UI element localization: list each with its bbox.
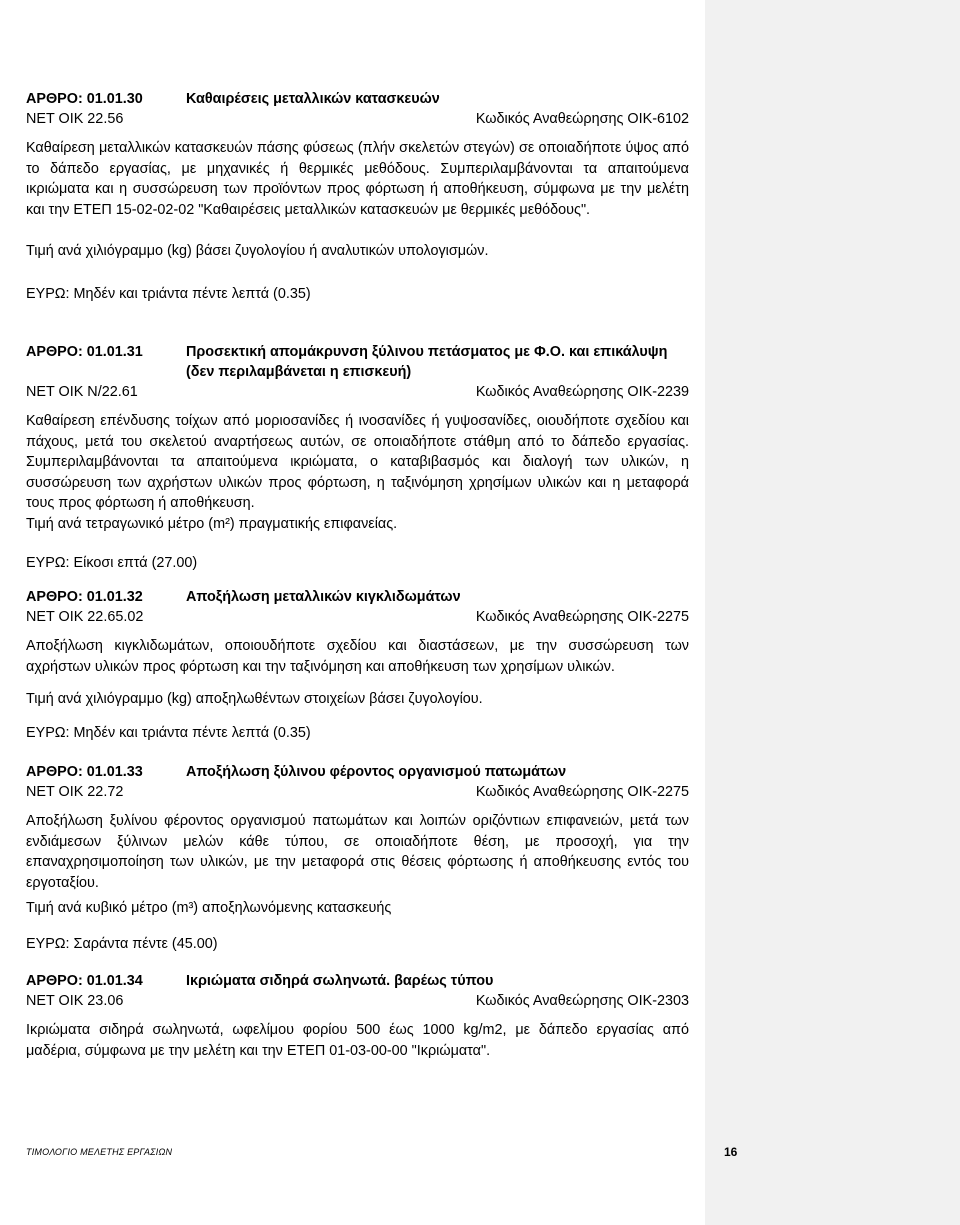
price-text: ΕΥΡΩ: Μηδέν και τριάντα πέντε λεπτά (0.35) [26,725,311,741]
article-title: Καθαιρέσεις μεταλλικών κατασκευών [186,91,440,107]
article-description: Ικριώματα σιδηρά σωληνωτά, ωφελίμου φορίου 500 έως 1000 kg/m2, με δάπεδο εργασίας από μαδέρια, σύμφωνα με την μελέτη και την ΕΤΕΠ 01-03-00-00 "Ικριώματα". [26,1022,689,1059]
article-code: ΑΡΘΡΟ: 01.01.31 [26,344,143,360]
revision-code: Κωδικός Αναθεώρησης ΟΙΚ-6102 [475,111,689,127]
footer-document-title: ΤΙΜΟΛΟΓΙΟ ΜΕΛΕΤΗΣ ΕΡΓΑΣΙΩΝ [26,1147,173,1157]
article-title: Αποξήλωση μεταλλικών κιγκλιδωμάτων [186,589,461,605]
article-title: Αποξήλωση ξύλινου φέροντος οργανισμού πατωμάτων [186,764,567,780]
right-margin-panel [705,0,960,1225]
revision-code: Κωδικός Αναθεώρησης ΟΙΚ-2275 [475,609,689,625]
article-01-01-30 [26,89,689,220]
article-title: Προσεκτική απομάκρυνση ξύλινου πετάσματος με Φ.Ο. και επικάλυψη (δεν περιλαμβάνεται η επισκευή) [186,344,668,380]
unit-text: Τιμή ανά χιλιόγραμμο (kg) βάσει ζυγολογίου ή αναλυτικών υπολογισμών. [26,243,489,259]
article-code: ΑΡΘΡΟ: 01.01.33 [26,764,143,780]
revision-code: Κωδικός Αναθεώρησης ΟΙΚ-2275 [475,784,689,800]
article-01-01-33 [26,762,689,893]
article-01-01-32 [26,587,689,677]
page-number: 16 [724,1145,738,1159]
article-01-01-31 [26,342,689,514]
net-code: ΝΕΤ ΟΙΚ 22.65.02 [26,609,144,625]
article-01-01-34 [26,971,689,1061]
price-text: ΕΥΡΩ: Είκοσι επτά (27.00) [26,555,198,571]
unit-text: Τιμή ανά κυβικό μέτρο (m³) αποξηλωνόμενης κατασκευής [26,900,392,916]
price-text: ΕΥΡΩ: Μηδέν και τριάντα πέντε λεπτά (0.35) [26,286,311,302]
revision-code: Κωδικός Αναθεώρησης ΟΙΚ-2303 [475,993,689,1009]
article-description: Αποξήλωση ξυλίνου φέροντος οργανισμού πατωμάτων και λοιπών οριζόντιων επιφανειών, μετά των ενδιάμεσων ξύλινων μελών κάθε τύπου, σε οποιαδήποτε θέση, με προσοχή, για την επαναχρησιμοποίηση των υλικών, με την μεταφορά στις θέσεις φόρτωσης ή αποθήκευσης εντός του εργοταξίου. [26,813,689,891]
article-code: ΑΡΘΡΟ: 01.01.30 [26,91,143,107]
unit-text: Τιμή ανά τετραγωνικό μέτρο (m²) πραγματικής επιφανείας. [26,516,398,532]
article-code: ΑΡΘΡΟ: 01.01.32 [26,589,143,605]
net-code: ΝΕΤ ΟΙΚ 22.72 [26,784,124,800]
price-text: ΕΥΡΩ: Σαράντα πέντε (45.00) [26,936,218,952]
revision-code: Κωδικός Αναθεώρησης ΟΙΚ-2239 [475,384,689,400]
article-code: ΑΡΘΡΟ: 01.01.34 [26,973,143,989]
net-code: ΝΕΤ ΟΙΚ 23.06 [26,993,124,1009]
unit-text: Τιμή ανά χιλιόγραμμο (kg) αποξηλωθέντων στοιχείων βάσει ζυγολογίου. [26,691,483,707]
article-description: Αποξήλωση κιγκλιδωμάτων, οποιουδήποτε σχεδίου και διαστάσεων, με την συσσώρευση των αχρήστων υλικών προς φόρτωση και την ταξινόμηση και αποθήκευση των χρησίμων υλικών. [26,638,689,675]
net-code: ΝΕΤ ΟΙΚ 22.56 [26,111,124,127]
article-description: Καθαίρεση επένδυσης τοίχων από μοριοσανίδες ή ινοσανίδες ή γυψοσανίδες, οιουδήποτε σχεδίου και πάχους, μετά του σκελετού αναρτήσεως αυτών, σε οποιαδήποτε στάθμη από το δάπεδο εργασίας. Συμπεριλαμβάνονται τα απαιτούμενα ικριώματα, ο καταβιβασμός και διαλογή των υλικών, η συσσώρευση των αχρήστων υλικών προς φόρτωση, η ταξινόμηση χρησίμων υλικών και η μεταφορά τους προς φόρτωση ή αποθήκευση. [26,413,689,511]
net-code: ΝΕΤ ΟΙΚ Ν/22.61 [26,384,138,400]
article-title: Ικριώματα σιδηρά σωληνωτά. βαρέως τύπου [186,973,494,989]
article-description: Καθαίρεση μεταλλικών κατασκευών πάσης φύσεως (πλήν σκελετών στεγών) σε οποιαδήποτε ύψος από το δάπεδο εργασίας, με μηχανικές ή θερμικές μεθόδους. Συμπεριλαμβάνονται τα απαιτούμενα ικριώματα και η συσσώρευση των προϊόντων προς φόρτωση ή αποθήκευση, σύμφωνα με την μελέτη και την ΕΤΕΠ 15-02-02-02 "Καθαιρέσεις μεταλλικών κατασκευών με θερμικές μεθόδους". [26,140,689,218]
